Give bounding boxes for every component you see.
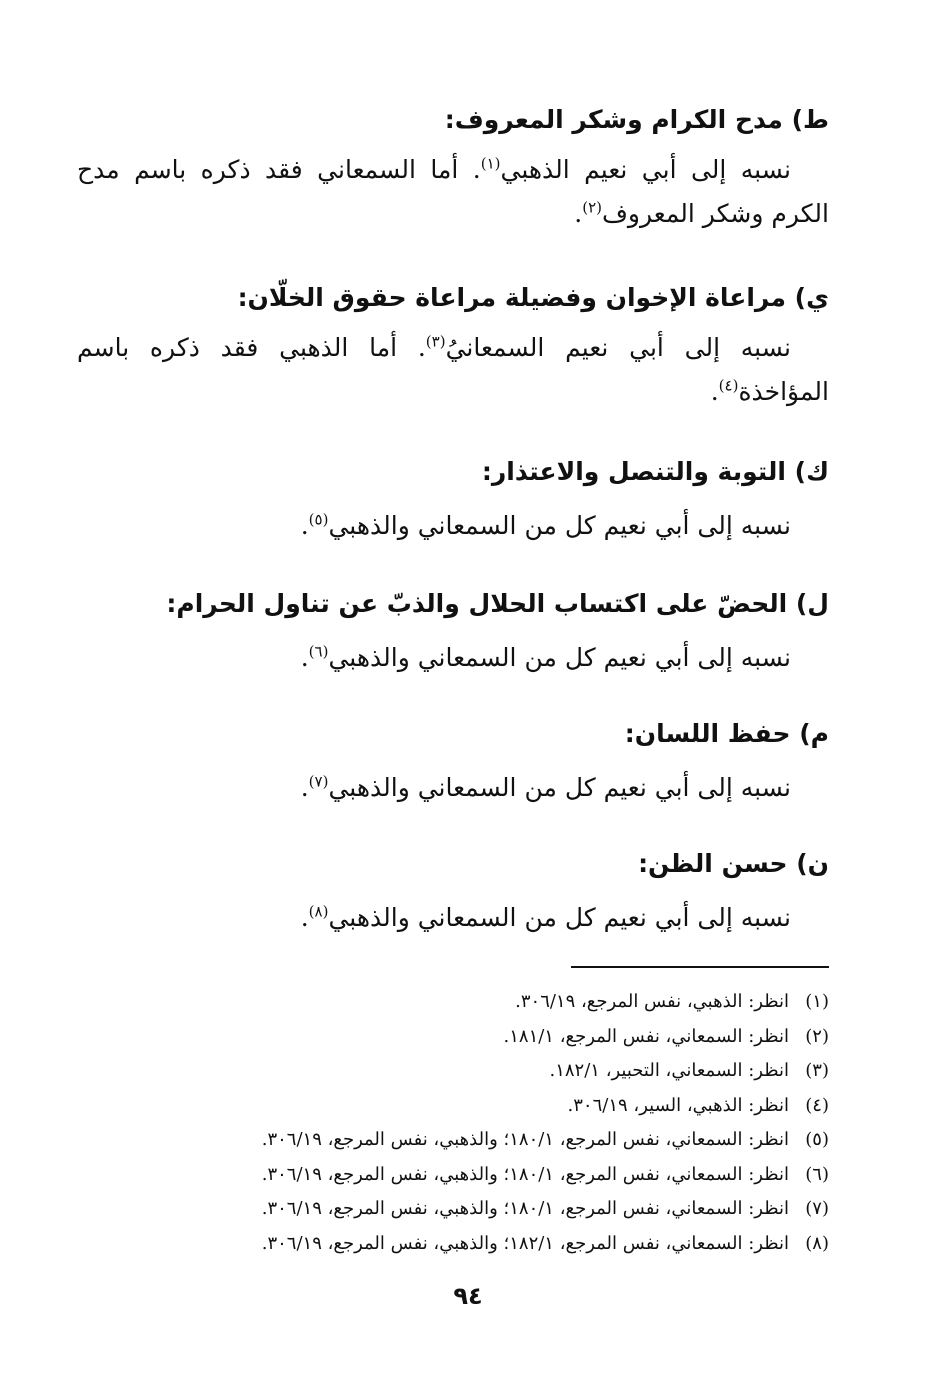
section-kaf (77, 452, 829, 548)
footnote-number: (٤) (805, 1094, 829, 1116)
footnote-item (69, 1020, 829, 1055)
footnote-separator (571, 966, 829, 968)
section-nun (77, 844, 829, 940)
section-heading: ك) التوبة والتنصل والاعتذار: (481, 457, 829, 486)
footnote-number: (٧) (805, 1198, 829, 1219)
section-text (77, 148, 829, 236)
footnote-text: انظر: الذهبي، السير، ٣٠٦/١٩. (567, 1094, 789, 1116)
text-part: نسبه إلى أبي نعيم كل من السمعاني والذهبي (328, 643, 791, 672)
footnote-number: (١) (805, 991, 829, 1012)
footnote-item (69, 1054, 829, 1089)
footnote-ref: (٤) (718, 376, 739, 395)
text-end: . (300, 903, 309, 932)
footnote-ref: (٥) (308, 510, 329, 529)
footnote-number: (٨) (805, 1232, 829, 1254)
footnote-text: انظر: السمعاني، نفس المرجع، ١٨٠/١؛ والذهبي، نفس المرجع، ٣٠٦/١٩. (261, 1129, 789, 1150)
text-part: نسبه إلى أبي نعيم كل من السمعاني والذهبي (328, 903, 791, 932)
footnote-item (69, 1158, 829, 1193)
text-end: . (710, 377, 719, 406)
footnote-text: انظر: السمعاني، نفس المرجع، ١٨٠/١؛ والذهبي، نفس المرجع، ٣٠٦/١٩. (261, 1163, 789, 1185)
footnote-item (69, 1192, 829, 1227)
footnote-text: انظر: السمعاني، نفس المرجع، ١٨٢/١؛ والذهبي، نفس المرجع، ٣٠٦/١٩. (261, 1232, 789, 1254)
text-part: نسبه إلى أبي نعيم الذهبي (500, 155, 791, 184)
footnote-ref: (٦) (308, 642, 329, 661)
section-text (77, 504, 829, 548)
section-ta (77, 100, 829, 236)
footnote-ref: (٨) (308, 902, 329, 921)
text-end: . (300, 773, 309, 802)
footnote-text: انظر: السمعاني، نفس المرجع، ١٨٠/١؛ والذهبي، نفس المرجع، ٣٠٦/١٩. (261, 1198, 789, 1219)
footnote-ref: (٧) (308, 772, 329, 791)
section-text (77, 326, 829, 414)
footnote-item (69, 1089, 829, 1124)
section-heading: م) حفظ اللسان: (624, 719, 829, 748)
section-heading: ل) الحضّ على اكتساب الحلال والذبّ عن تناول الحرام: (166, 589, 829, 618)
section-text (77, 896, 829, 940)
text-part: نسبه إلى أبي نعيم كل من السمعاني والذهبي (328, 773, 791, 802)
text-part: نسبه إلى أبي نعيم كل من السمعاني والذهبي (328, 511, 791, 540)
footnote-ref: (٢) (582, 198, 602, 217)
text-end: . (300, 511, 309, 540)
footnote-text: انظر: السمعاني، التحبير، ١٨٢/١. (549, 1060, 789, 1081)
section-lam (77, 584, 829, 680)
page-number: ٩٤ (453, 1282, 483, 1310)
text-part: . أما السمعاني فقد ذكره باسم مدح الكرم وشكر المعروف (77, 155, 829, 228)
footnote-ref: (١) (480, 154, 501, 173)
footnote-number: (٣) (805, 1060, 829, 1081)
section-text (77, 636, 829, 680)
section-heading: ن) حسن الظن: (638, 849, 829, 878)
section-heading: ي) مراعاة الإخوان وفضيلة مراعاة حقوق الخلّان: (237, 283, 829, 312)
text-end: . (300, 643, 309, 672)
text-part: نسبه إلى أبي نعيم السمعانيُ (445, 333, 791, 362)
section-mim (77, 714, 829, 810)
section-ya (77, 278, 829, 414)
footnote-ref: (٣) (425, 332, 446, 351)
footnote-item (69, 985, 829, 1020)
footnote-number: (٥) (805, 1129, 829, 1150)
section-heading: ط) مدح الكرام وشكر المعروف: (444, 105, 829, 134)
text-end: . (574, 199, 583, 228)
footnote-number: (٢) (805, 1025, 829, 1047)
footnote-text: انظر: السمعاني، نفس المرجع، ١٨١/١. (503, 1025, 789, 1047)
footnote-number: (٦) (805, 1163, 829, 1185)
text-part: . أما الذهبي فقد ذكره باسم المؤاخذة (77, 333, 829, 406)
footnote-text: انظر: الذهبي، نفس المرجع، ٣٠٦/١٩. (515, 991, 789, 1012)
footnote-item (69, 1123, 829, 1158)
footnotes-list (69, 985, 829, 1261)
section-text (77, 766, 829, 810)
footnote-item (69, 1227, 829, 1262)
